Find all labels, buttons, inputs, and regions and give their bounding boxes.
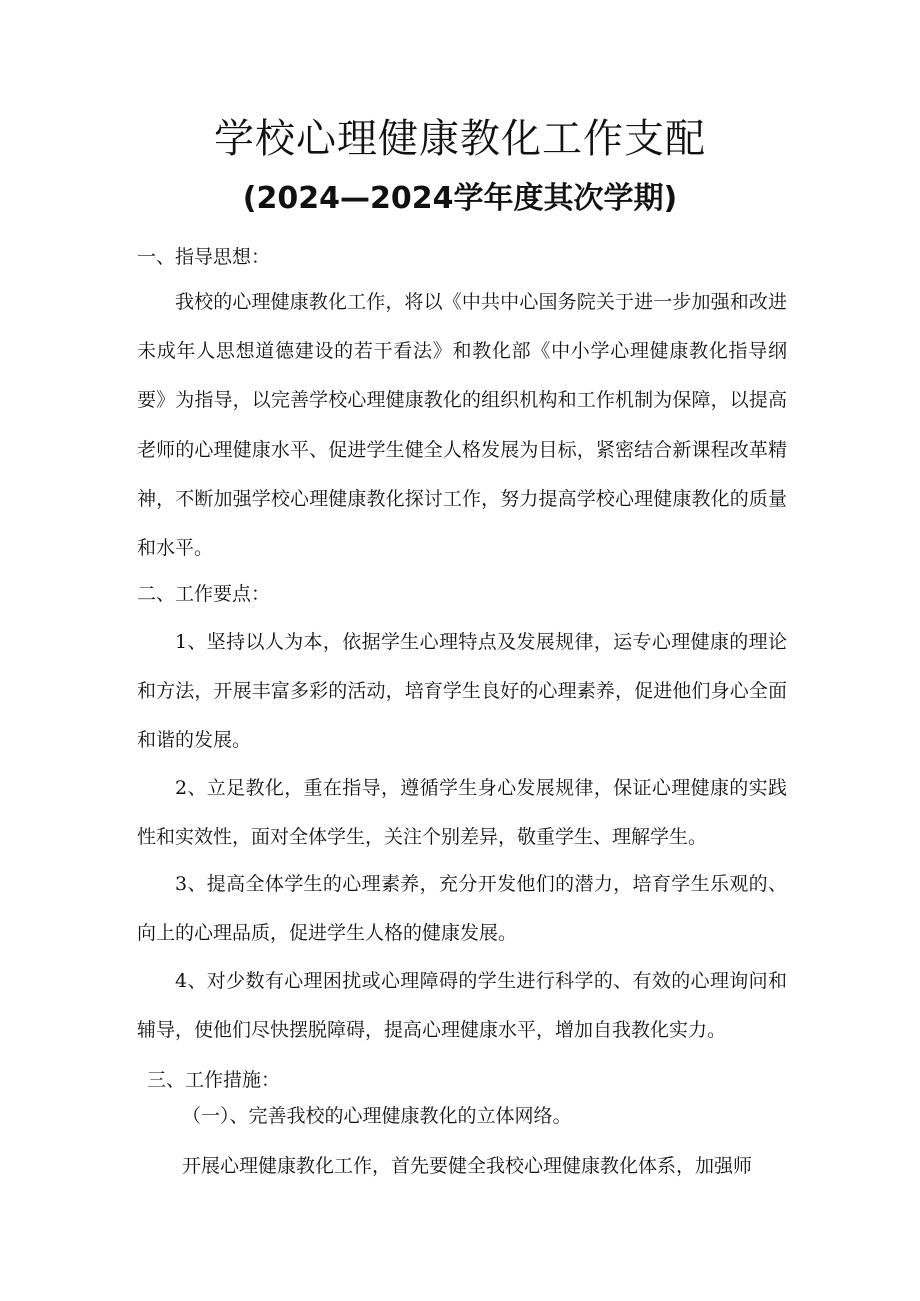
point-item: 2、立足教化，重在指导，遵循学生身心发展规律，保证心理健康的实践性和实效性，面对全体学生，关注个别差异，敬重学生、理解学生。 [137,777,787,849]
section-heading-measures: 三、工作措施： [147,1069,281,1091]
point-item: 1、坚持以人为本，依据学生心理特点及发展规律，运专心理健康的理论和方法，开展丰富多彩的活动，培育学生良好的心理素养，促进他们身心全面和谐的发展。 [137,631,787,752]
document-title: 学校心理健康教化工作支配 [214,116,706,162]
section-heading-points: 二、工作要点： [137,583,271,605]
document-subtitle: (2024—2024学年度其次学期) [242,181,678,216]
measures-paragraph: 开展心理健康教化工作，首先要健全我校心理健康教化体系，加强师 [182,1155,753,1177]
point-item: 3、提高全体学生的心理素养，充分开发他们的潜力，培育学生乐观的、向上的心理品质，促进学生人格的健康发展。 [137,873,787,945]
guiding-paragraph: 我校的心理健康教化工作，将以《中共中心国务院关于进一步加强和改进未成年人思想道德建设的若干看法》和教化部《中小学心理健康教化指导纲要》为指导，以完善学校心理健康教化的组织机构和工作机制为保障，以提高老师的心理健康水平、促进学生健全人格发展为目标，紧密结合新课程改革精神，不断加强学校心理健康教化探讨工作，努力提高学校心理健康教化的质量和水平。 [137,291,787,560]
section-heading-guiding: 一、指导思想： [137,246,271,268]
measures-subheading: （一）、完善我校的心理健康教化的立体网络。 [182,1105,572,1127]
point-item: 4、对少数有心理困扰或心理障碍的学生进行科学的、有效的心理询问和辅导，使他们尽快摆脱障碍，提高心理健康水平，增加自我教化实力。 [137,970,787,1042]
